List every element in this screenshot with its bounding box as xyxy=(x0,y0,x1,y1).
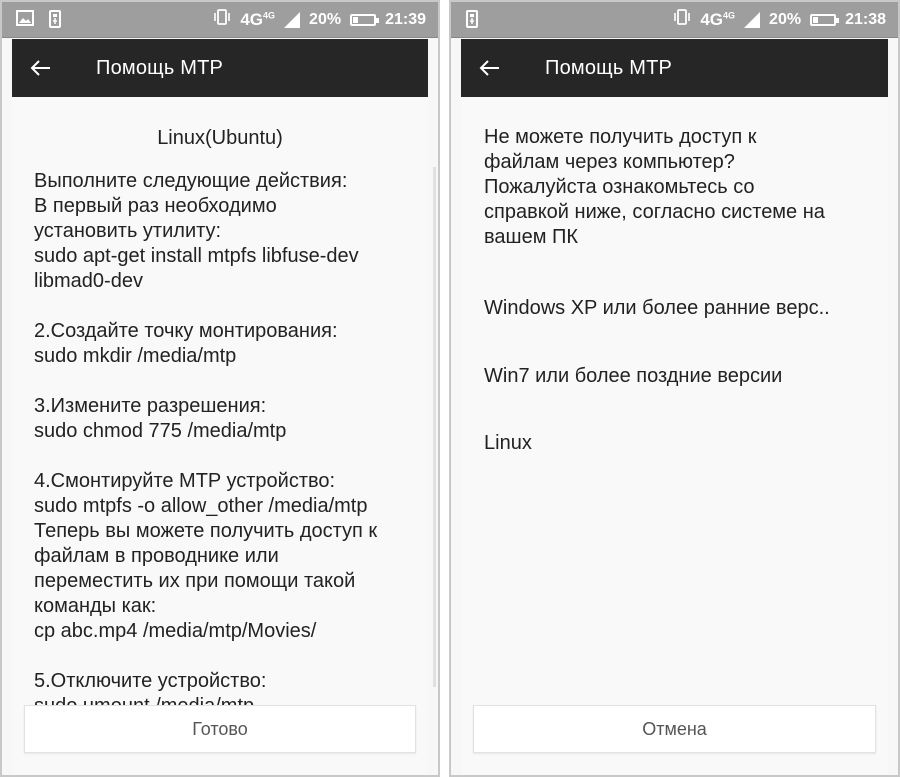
option-windows-xp[interactable]: Windows XP или более ранние верс.. xyxy=(484,297,830,319)
vibrate-icon xyxy=(213,9,231,30)
app-bar xyxy=(12,39,428,97)
network-label: $4G^{4G}$ xyxy=(240,9,276,29)
scrollbar[interactable] xyxy=(433,167,436,687)
help-intro-text: Не можете получить доступ к файлам через компьютер? Пожалуйста ознакомьтесь со справкой ниже, согласно системе на вашем ПК xyxy=(484,126,825,248)
right-phone-screen xyxy=(449,0,900,777)
left-phone-screen xyxy=(0,0,440,777)
arrow-left-icon xyxy=(29,59,51,77)
image-icon xyxy=(16,10,34,33)
option-win7[interactable]: Win7 или более поздние версии xyxy=(484,365,783,387)
status-bar xyxy=(451,2,898,38)
instructions-text: Выполните следующие действия: В первый раз необходимо установить утилиту: sudo apt-get install mtpfs libfuse-dev libmad0-dev 2.Создайте точку монтирования: sudo mkdir /media/mtp 3.Измените разрешения: sudo chmod 775 /media/mtp 4.Смонтируйте MTP устройство: sudo mtpfs -o allow_other /media/mtp Теперь вы можете получить доступ к файлам в проводнике или переместить их при помощи такой команды как: cp abc.mp4 /media/mtp/Movies/ 5.Отключите устройство: xyxy=(34,170,378,692)
app-bar xyxy=(461,39,888,97)
option-linux[interactable]: Linux xyxy=(484,432,532,454)
page-title: Помощь MTP xyxy=(545,56,673,79)
signal-icon xyxy=(744,12,760,28)
cancel-button[interactable]: Отмена xyxy=(473,705,876,753)
battery-percent: 20% xyxy=(309,10,342,28)
status-bar xyxy=(2,2,438,38)
instructions-scroll-area[interactable] xyxy=(34,169,406,692)
clock: 21:38 xyxy=(845,10,886,28)
battery-icon xyxy=(810,14,836,26)
section-heading: Linux(Ubuntu) xyxy=(157,127,283,149)
help-content xyxy=(12,97,428,775)
battery-percent: 20% xyxy=(769,10,802,28)
arrow-left-icon xyxy=(478,59,500,77)
clock: 21:39 xyxy=(385,10,426,28)
usb-icon xyxy=(465,10,479,33)
network-label: $4G^{4G}$ xyxy=(700,9,736,29)
signal-icon xyxy=(284,12,300,28)
back-button[interactable] xyxy=(12,39,68,97)
back-button[interactable] xyxy=(461,39,517,97)
done-button[interactable]: Готово xyxy=(24,705,416,753)
help-menu xyxy=(461,97,888,775)
battery-icon xyxy=(350,14,376,26)
page-title: Помощь MTP xyxy=(96,56,224,79)
vibrate-icon xyxy=(673,9,691,30)
usb-icon xyxy=(48,10,62,33)
